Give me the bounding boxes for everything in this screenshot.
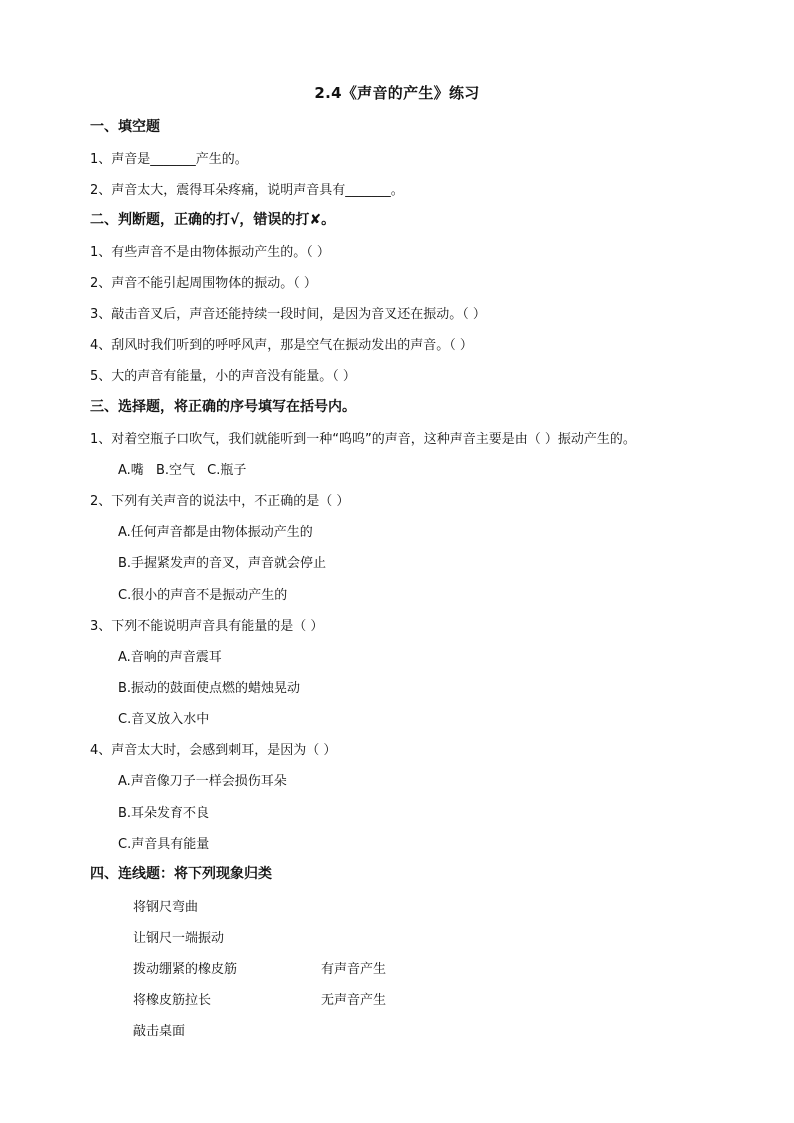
- choice-question-3-option-b: B.振动的鼓面使点燃的蜡烛晃动: [118, 681, 301, 696]
- choice-question-4-option-a: A.声音像刀子一样会损伤耳朵: [118, 774, 287, 789]
- matching-left-item-5: 敲击桌面: [133, 1024, 186, 1039]
- choice-question-3-option-a: A.音响的声音震耳: [118, 650, 222, 665]
- matching-left-item-4: 将橡皮筋拉长: [133, 993, 212, 1008]
- section-heading-matching: 四、连线题：将下列现象归类: [90, 866, 272, 882]
- true-false-question-4: 4、刮风时我们听到的呼呼风声，那是空气在振动发出的声音。（ ）: [90, 338, 473, 353]
- section-heading-multiple-choice: 三、选择题，将正确的序号填写在括号内。: [90, 399, 356, 415]
- true-false-question-1: 1、有些声音不是由物体振动产生的。（ ）: [90, 245, 330, 260]
- true-false-question-3: 3、敲击音叉后，声音还能持续一段时间，是因为音叉还在振动。（ ）: [90, 307, 486, 322]
- choice-question-2-option-a: A.任何声音都是由物体振动产生的: [118, 525, 313, 540]
- section-heading-true-false: 二、判断题，正确的打√，错误的打✘。: [90, 212, 336, 228]
- choice-question-4: 4、声音太大时，会感到刺耳，是因为（ ）: [90, 743, 337, 758]
- matching-right-item-1: 有声音产生: [321, 962, 387, 977]
- choice-question-2-option-b: B.手握紧发声的音叉，声音就会停止: [118, 556, 327, 571]
- choice-question-2-option-c: C.很小的声音不是振动产生的: [118, 588, 288, 603]
- choice-question-3: 3、下列不能说明声音具有能量的是（ ）: [90, 619, 324, 634]
- matching-left-item-3: 拨动绷紧的橡皮筋: [133, 962, 238, 977]
- matching-left-item-2: 让钢尺一端振动: [133, 931, 225, 946]
- fill-blank-question-1: 1、声音是_______产生的。: [90, 152, 248, 167]
- choice-question-4-option-b: B.耳朵发育不良: [118, 806, 210, 821]
- matching-left-item-1: 将钢尺弯曲: [133, 900, 199, 915]
- page-title: 2.4《声音的产生》练习: [314, 84, 480, 102]
- option-c: C.瓶子: [207, 463, 247, 478]
- choice-question-1-options: [118, 459, 254, 478]
- true-false-question-5: 5、大的声音有能量，小的声音没有能量。（ ）: [90, 369, 356, 384]
- choice-question-1: 1、对着空瓶子口吹气，我们就能听到一种“呜呜”的声音，这种声音主要是由（ ）振动产生的。: [90, 432, 636, 447]
- option-b: B.空气: [155, 463, 196, 478]
- section-heading-fill-blank: 一、填空题: [90, 119, 160, 135]
- fill-blank-question-2: 2、声音太大，震得耳朵疼痛，说明声音具有_______。: [90, 183, 404, 198]
- choice-question-2: 2、下列有关声音的说法中，不正确的是（ ）: [90, 494, 350, 509]
- true-false-question-2: 2、声音不能引起周围物体的振动。（ ）: [90, 276, 317, 291]
- choice-question-3-option-c: C.音叉放入水中: [118, 712, 210, 727]
- option-a: A.嘴: [118, 463, 144, 478]
- matching-right-item-2: 无声音产生: [321, 993, 387, 1008]
- choice-question-4-option-c: C.声音具有能量: [118, 837, 210, 852]
